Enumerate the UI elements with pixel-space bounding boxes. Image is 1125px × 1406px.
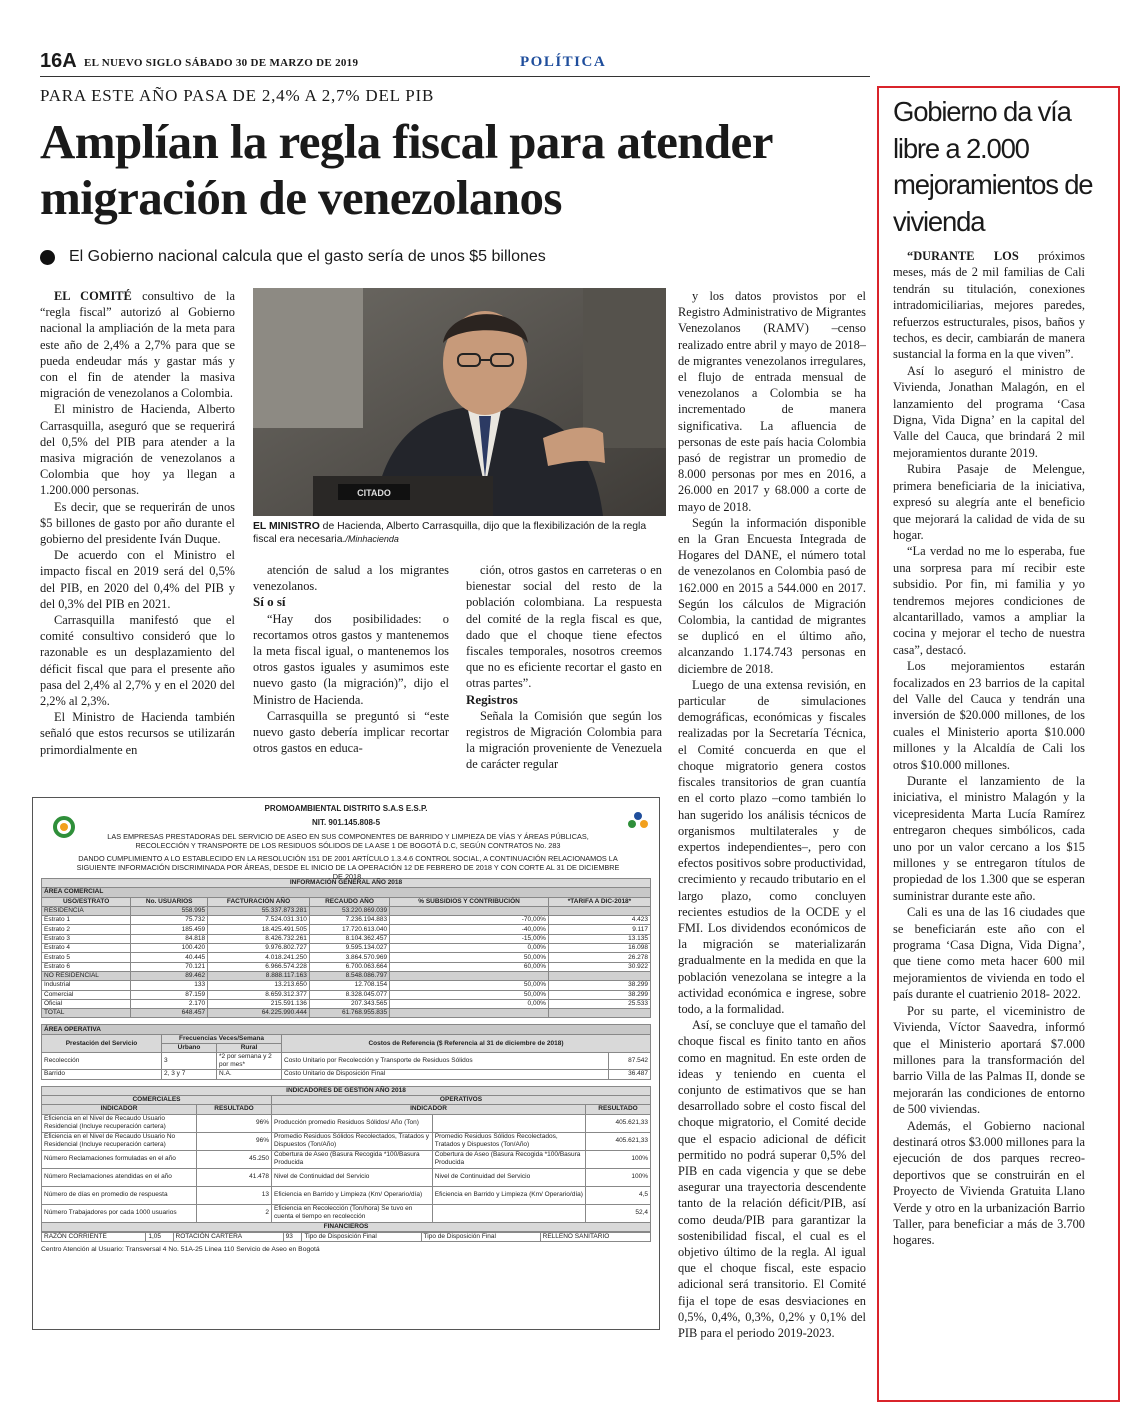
op-header-service: Prestación del Servicio [42,1034,162,1053]
table-cell: 96% [197,1132,272,1150]
table-cell: Nivel de Continuidad del Servicio [432,1168,585,1186]
table-cell: Producción promedio Residuos Sólidos/ Año (Ton) [272,1114,433,1132]
table-cell: 3 [162,1053,217,1070]
table-cell: 3.864.570.969 [309,953,389,962]
ad-intro-1: LAS EMPRESAS PRESTADORAS DEL SERVICIO DE ASEO EN SUS COMPONENTES DE BARRIDO Y LIMPIEZA DE VÍAS Y ÁREAS PÚBLICAS, RECOLECCIÓN Y TRANSPORTE DE LOS RESIDUOS SÓLIDOS DE LA ASE 1 DE BOGOTÁ D.C, SEGÚN CONTRATOS No. 283 [107,832,589,850]
bullet-icon [40,250,55,265]
kpi-comerciales-label: COMERCIALES [42,1095,272,1104]
photo-tag: CITADO [357,488,391,498]
area-operativa-label: ÁREA OPERATIVA [42,1025,651,1034]
section-label: POLÍTICA [520,54,607,70]
table-cell: ROTACIÓN CARTERA [173,1232,283,1241]
table-cell: 60,00% [390,962,549,971]
paragraph-text: Luego de una extensa revisión, en particular de simulaciones demográficas, económicas y fiscales realizadas por la Secretaría Técnica, el Comité concuerda en que el choque migratorio genera costos fiscales transitorios de gran cuantía en el corto plazo –como también lo han sugerido los análisis técnicos de organismos multilaterales y de expertos independientes–, pero con efectos positivos sobre productividad, crecimiento y recaudo tributario en el largo plazo, como concluyen recientes estudios de la OCDE y el FMI. Los dividendos económicos de la migración se materializarán gradualmente en la medida en que la población venezolana se integre a la actividad económica e ingrese, sobre todo, a la formalidad. [678,677,866,1016]
table-cell: 1,05 [146,1232,173,1241]
table-cell: Recolección [42,1053,162,1070]
caption-credit: /Minhacienda [345,534,399,544]
article-subhead: Sí o sí [253,594,286,610]
sidebar-text: Los mejoramientos estarán focalizados en 23 barrios de la capital del Valle del Cauca y tendrán una inversión de $20.000 millones, de los cuales el Ministerio aporta $10.000 millones y la Alcaldía de Cali los otros $10.000 millones. [893,659,1085,772]
ad-tables [33,878,659,1253]
table-cell: Eficiencia en Barrido y Limpieza (Km/ Operario/día) [432,1186,585,1204]
table-cell: 13.213.650 [208,981,310,990]
table-cell: 40.445 [131,953,208,962]
table-cell: 17.720.613.040 [309,925,389,934]
table-row [42,1053,651,1070]
kpi-header-indicator: INDICADOR [42,1105,197,1114]
general-info-header-row [42,897,651,906]
table-cell: 89.462 [131,971,208,980]
article-paragraph [40,547,235,612]
paragraph-text: y los datos provistos por el Registro Administrativo de Migrantes Venezolanos (RAMV) –censo realizado entre abril y mayo de 2018– de migrantes venezolanos irregulares, el flujo de entrada mensual de venezolanos a Colombia se ha incrementado de manera significativa. La afluencia de personas de este país hacia Colombia pasó de registrar un promedio de 8.000 personas por mes en 2016, a 26.000 en 2017 y 68.000 a corte de mayo de 2018. [678,289,866,514]
table-cell: -15,00% [390,934,549,943]
table-cell: *2 por semana y 2 por mes* [217,1053,282,1070]
table-cell: -40,00% [390,925,549,934]
table-row [42,962,651,971]
table-cell: Estrato 2 [42,925,131,934]
area-comercial-label: ÁREA COMERCIAL [42,888,651,897]
table-cell: 7.236.194.883 [309,916,389,925]
general-info-header-cell: USO/ESTRATO [42,897,131,906]
table-cell: 8.548.086.797 [309,971,389,980]
table-cell: 93 [283,1232,302,1241]
sidebar-text: Durante el lanzamiento de la iniciativa, el ministro Malagón y la vicepresidenta Marta Lucía Ramírez entregaron cheques simbólicos, cada uno por un valor cercano a los $15 millones y se entregaron títulos de propiedad de los 1.300 que se esperan suministrar durante este año. [893,774,1085,903]
table-cell: Cobertura de Aseo (Basura Recogida *100/Basura Producida [432,1150,585,1168]
table-cell: 41.478 [197,1168,272,1186]
sidebar-text: “La verdad no me lo esperaba, fue una sorpresa para mí recibir este subsidio. Por fin, mi familia y yo tendremos mejores condiciones de alcantarillado, vamos a ampliar la cocina y mejorar el techo de nuestra casa”, destacó. [893,544,1085,657]
kpi-table [41,1086,651,1232]
table-cell: 9.117 [548,925,650,934]
paragraph-text: El Ministro de Hacienda también señaló que estos recursos se utilizarán primordialmente en [40,710,235,757]
table-cell: 53.220.869.039 [309,906,389,915]
table-cell [390,971,549,980]
table-cell: 38.299 [548,990,650,999]
table-cell: 9.976.802.727 [208,944,310,953]
general-info-header-cell: No. USUARIOS [131,897,208,906]
table-row [42,953,651,962]
caption-text: de Hacienda, Alberto Carrasquilla, dijo que la flexibilización de la regla fiscal era necesaria. [253,521,647,545]
table-row [42,971,651,980]
table-cell: Eficiencia en Recolección (Ton/hora) Se tuvo en cuenta el tiempo en recolección [272,1204,433,1222]
table-cell [390,906,549,915]
table-cell: TOTAL [42,1009,131,1018]
article-paragraph [678,515,866,677]
ad-company: PROMOAMBIENTAL DISTRITO S.A.S E.S.P. [264,804,428,813]
operational-table [41,1024,651,1079]
table-cell: 8.426.732.261 [208,934,310,943]
article-paragraph [253,562,449,594]
table-cell: 84.818 [131,934,208,943]
table-row [42,1132,651,1150]
sidebar-paragraph [893,248,1085,363]
table-cell: Estrato 1 [42,916,131,925]
article-paragraph [678,288,866,515]
paragraph-text: Señala la Comisión que según los registros de Migración Colombia para la migración proveniente de Venezuela de carácter regular [466,708,662,772]
table-cell: 18.425.491.505 [208,925,310,934]
article-headline: Amplían la regla fiscal para atender migración de venezolanos [40,114,772,225]
table-cell: 9.595.134.027 [309,944,389,953]
sidebar-paragraph [893,1118,1085,1249]
paragraph-text: Según la información disponible en la Gran Encuesta Integrada de Hogares del DANE, el número total de venezolanos en Colombia pasó de 162.000 en 2015 a 544.000 en 2017. Según los cálculos de Migración Colombia, la cantidad de migrantes se duplicó en el último año, alcanzando 1.174.743 personas en diciembre de 2018. [678,515,866,676]
sidebar-paragraph [893,1003,1085,1118]
sidebar-paragraph [893,658,1085,773]
paragraph-text: Carrasquilla se preguntó si “este nuevo gasto debería implicar recortar otros gastos en educa- [253,708,449,756]
article-paragraph [253,611,449,708]
paragraph-text: De acuerdo con el Ministro el impacto fiscal en 2019 será del 0,5% del PIB, en 2020 del 0,4% del PIB y del 0,3% del PIB en 2021. [40,548,235,611]
table-cell: Eficiencia en Barrido y Limpieza (Km/ Operario/día) [272,1186,433,1204]
general-info-header-cell: FACTURACIÓN AÑO [208,897,310,906]
caption-lead: EL MINISTRO [253,521,320,532]
table-cell: 13 [197,1186,272,1204]
table-cell: 55.337.873.281 [208,906,310,915]
table-cell: Estrato 6 [42,962,131,971]
sidebar-text: Por su parte, el viceministro de Vivienda, Víctor Saavedra, informó que el Ministerio aportará $7.000 millones para la transformación del barrio Villa de las Palmas II, donde se mejorarán las condiciones de entorno de 500 viviendas. [893,1003,1085,1117]
table-cell: 13.135 [548,934,650,943]
kpi-header-result-op: RESULTADO [586,1105,651,1114]
table-cell [390,1009,549,1018]
table-cell: 100.420 [131,944,208,953]
table-cell: Estrato 4 [42,944,131,953]
table-cell: Número Trabajadores por cada 1000 usuarios [42,1204,197,1222]
table-cell: Tipo de Disposición Final [421,1232,540,1241]
table-cell: Tipo de Disposición Final [302,1232,421,1241]
table-cell: Nivel de Continuidad del Servicio [272,1168,433,1186]
table-cell: Eficiencia en el Nivel de Recaudo Usuario No Residencial (Incluye recuperación cartera) [42,1132,197,1150]
table-cell: RESIDENCIA [42,906,131,915]
table-cell: 26.278 [548,953,650,962]
general-info-rows [42,906,651,1018]
sidebar-title: Gobierno da vía libre a 2.000 mejoramientos de vivienda [893,96,1093,237]
article-column-1 [40,288,235,758]
table-row [42,1204,651,1222]
article-paragraph [678,1017,866,1341]
article-column-3 [466,562,662,773]
ad-nit: NIT. 901.145.808-5 [311,818,381,827]
sidebar-paragraph [893,904,1085,1002]
summary-text: El Gobierno nacional calcula que el gasto sería de unos $5 billones [69,248,546,265]
paragraph-text: Así, se concluye que el tamaño del choque fiscal es finito tanto en años como en magnitud. En este orden de ideas y teniendo en cuenta el conjunto de estimativos que se han desarrollado sobre el costo fiscal del choque migratorio, el Comité decide que el espacio adicional de déficit permitido no podrá superar 0,5% del PIB en cada vigencia y que se debe asegurar una trayectoria descendente tanto de la relación déficit/PIB, así como deuda/PIB para garantizar la sostenibilidad fiscal, el cual es el objetivo último de la regla. Al igual que el choque fiscal, este espacio adicional será transitorio. El Comité fija el tope de esas desviaciones en 0,5%, 0,4%, 0,3%, 0,2% y 0,1% del PIB para el periodo 2019-2023. [678,1018,866,1340]
table-cell: 4.423 [548,916,650,925]
paragraph-text: El ministro de Hacienda, Alberto Carrasquilla, aseguró que se requerirá del 0,5% del PIB para atender a la masiva migración de venezolanos a Colombia que hoy ya llegan a 1.200.000 personas. [40,402,235,498]
table-cell: 25.533 [548,999,650,1008]
table-cell: 405.621,33 [586,1132,651,1150]
financieros-label: FINANCIEROS [42,1222,651,1231]
table-cell: Costo Unitario por Recolección y Transporte de Residuos Sólidos [282,1053,609,1070]
sidebar-text: Cali es una de las 16 ciudades que se beneficiarán este año con el programa ‘Casa Digna, Vida Digna’, que tiene como meta hacer 600 mil mejoramientos de vivienda en todo el país durante el cuatrienio 2018- 2022. [893,905,1085,1002]
article-subhead: Registros [466,691,518,707]
table-cell: Oficial [42,999,131,1008]
table-cell: Estrato 5 [42,953,131,962]
table-cell: 2 [197,1204,272,1222]
table-row [42,1168,651,1186]
table-row [42,1009,651,1018]
paragraph-lead: EL COMITÉ [54,289,132,303]
table-cell: 75.732 [131,916,208,925]
kpi-operativos-label: OPERATIVOS [272,1095,651,1104]
table-cell: 50,00% [390,981,549,990]
paper-dateline: EL NUEVO SIGLO SÁBADO 30 DE MARZO DE 2019 [84,57,359,69]
table-cell: Número Reclamaciones formuladas en el año [42,1150,197,1168]
table-cell: 207.343.565 [309,999,389,1008]
general-info-header-cell: RECAUDO AÑO [309,897,389,906]
photo-caption [253,520,666,546]
table-cell: 12.708.154 [309,981,389,990]
table-cell: Promedio Residuos Sólidos Recolectados, Tratados y Dispuestos (Ton/Año) [272,1132,433,1150]
article-paragraph [40,612,235,709]
op-header-frequency: Frecuencias Veces/Semana [162,1034,282,1043]
paragraph-text: atención de salud a los migrantes venezolanos. [253,563,449,594]
table-cell: Cobertura de Aseo (Basura Recogida *100/Basura Producida [272,1150,433,1168]
table-cell: 0,00% [390,999,549,1008]
table-cell: 16.098 [548,944,650,953]
table-row [42,925,651,934]
operational-rows [42,1053,651,1079]
general-info-header-cell: *TARIFA A DIC-2018* [548,897,650,906]
kpi-header-indicator-op: INDICADOR [272,1105,586,1114]
sidebar-paragraph [893,363,1085,461]
sidebar-lead: “DURANTE LOS [907,249,1019,263]
table-cell: 30.922 [548,962,650,971]
kpi-title: INDICADORES DE GESTIÓN AÑO 2018 [42,1086,651,1095]
table-cell: Número Reclamaciones atendidas en el año [42,1168,197,1186]
general-info-table [41,878,651,1018]
sidebar-text: Así lo aseguró el ministro de Vivienda, Jonathan Malagón, en el lanzamiento del programa ‘Casa Digna, Vida Digna’ en la capital del Valle del Cauca, que brindará 2 mil mejoramientos durante 2019. [893,363,1085,460]
table-cell: 215.591.136 [208,999,310,1008]
table-row [42,944,651,953]
sidebar-text: próximos meses, más de 2 mil familias de Cali tendrán su titulación, conexiones intradomiciliarias, mejores paredes, refuerzos estructurales, pisos, baños y techos, es decir, cambiarán de manera sustancial la forma en la que viven”. [893,249,1085,362]
article-summary [40,248,870,266]
sidebar-paragraph [893,461,1085,543]
table-cell: 45.250 [197,1150,272,1168]
table-cell: 100% [586,1150,651,1168]
op-header-urban: Urbano [162,1044,217,1053]
table-cell [548,971,650,980]
table-cell: 96% [197,1114,272,1132]
table-cell: -70,00% [390,916,549,925]
paragraph-text: Es decir, que se requerirán de unos $5 billones de gasto por año durante el gobierno del presidente Iván Duque. [40,499,235,547]
table-row [42,916,651,925]
table-cell: 64.225.990.444 [208,1009,310,1018]
paragraph-text: ción, otros gastos en carreteras o en bienestar social del resto de la población colombiana. La respuesta del comité de la regla fiscal es que, dado que el choque tiene efectos fiscales temporales, nosotros creemos que no es eficiente recortar el gasto en otras partes”. [466,563,662,691]
sidebar-paragraph [893,543,1085,658]
table-cell: 50,00% [390,990,549,999]
table-cell: Barrido [42,1070,162,1079]
table-cell: 2.170 [131,999,208,1008]
kpi-header-result: RESULTADO [197,1105,272,1114]
table-cell: Industrial [42,981,131,990]
ad-intro-2: DANDO CUMPLIMIENTO A LO ESTABLECIDO EN LA RESOLUCIÓN 151 DE 2001 ARTÍCULO 1.3.4.6 CONTROL SOCIAL, A CONTINUACIÓN RELACIONAMOS LA SIGUIENTE INFORMACIÓN DISCRIMINADA POR ÁREAS, DESDE EL INICIO DE LA OPERACIÓN 12 DE FEBRERO DE 2018 Y CON CORTE AL 31 DE DICIEMBRE DE 2018. [76,854,620,881]
article-paragraph [40,401,235,498]
table-cell: 185.459 [131,925,208,934]
table-row [42,999,651,1008]
op-header-rural: Rural [217,1044,282,1053]
table-row [42,1114,651,1132]
table-cell: RELLENO SANITARIO [540,1232,650,1241]
general-info-header-cell: % SUBSIDIOS Y CONTRIBUCIÓN [390,897,549,906]
table-cell: 70.121 [131,962,208,971]
table-cell: 8.328.045.077 [309,990,389,999]
article-paragraph [40,499,235,548]
table-cell: 8.888.117.163 [208,971,310,980]
minister-photo-illustration [253,288,666,516]
table-cell: 7.524.031.310 [208,916,310,925]
table-cell: 50,00% [390,953,549,962]
table-row [42,1070,651,1079]
paragraph-text: consultivo de la “regla fiscal” autorizó al Gobierno nacional la ampliación de la meta para este año de 2,4% a 2,7% para que se pueda endeudar más y gastar más y con el fin de atender la masiva migración de venezolanos a Colombia. [40,289,235,401]
minister-photo [253,288,666,516]
table-cell: Costo Unitario de Disposición Final [282,1070,609,1079]
article-paragraph [466,708,662,773]
article-paragraph [678,677,866,1017]
paragraph-text: “Hay dos posibilidades: o recortamos otros gastos y mantenemos la meta fiscal igual, o mantenemos los otros gastos iguales y asumimos este nuevo gasto (la migración)”, dijo el Ministro de Hacienda. [253,611,449,707]
table-cell: Promedio Residuos Sólidos Recolectados, Tratados y Dispuestos (Ton/Año) [432,1132,585,1150]
table-cell: Comercial [42,990,131,999]
table-cell [548,906,650,915]
table-cell: 87.159 [131,990,208,999]
op-header-costs: Costos de Referencia ($ Referencia al 31 de diciembre de 2018) [282,1034,651,1053]
table-cell: 61.768.955.835 [309,1009,389,1018]
table-cell: 8.104.362.457 [309,934,389,943]
ad-footer: Centro Atención al Usuario: Transversal 4 No. 51A-25 Línea 110 Servicio de Aseo en Bogotá [41,1246,320,1254]
table-cell [548,1009,650,1018]
table-cell: 100% [586,1168,651,1186]
table-cell: 36.487 [608,1070,650,1079]
table-row [42,1186,651,1204]
table-cell: NO RESIDENCIAL [42,971,131,980]
table-cell: Estrato 3 [42,934,131,943]
promoambiental-notice [32,797,660,1330]
table-cell: 133 [131,981,208,990]
table-cell: Eficiencia en el Nivel de Recaudo Usuario Residencial (Incluye recuperación cartera) [42,1114,197,1132]
table-cell: 4.018.241.250 [208,953,310,962]
table-cell: 648.457 [131,1009,208,1018]
article-paragraph [253,708,449,757]
table-row [42,1150,651,1168]
table-cell: 6.966.574.228 [208,962,310,971]
sidebar-text: Además, el Gobierno nacional destinará otros $3.000 millones para la ejecución de dos parques recreo-deportivos que se construirán en el Proyecto de Vivienda Gratuita Llano Verde y otro en la urbanización Barrio Taller, para beneficiar a más de 3.700 hogares. [893,1118,1086,1248]
ad-header [33,798,659,881]
table-cell: 558.995 [131,906,208,915]
table-cell: 6.700.063.664 [309,962,389,971]
table-row [42,906,651,915]
table-row [42,990,651,999]
table-cell: 8.659.312.377 [208,990,310,999]
article-paragraph [40,288,235,401]
table-cell: RAZÓN CORRIENTE [42,1232,146,1241]
general-info-title: INFORMACIÓN GENERAL AÑO 2018 [42,879,651,888]
article-column-4 [678,288,866,1341]
header-rule [40,76,870,77]
sidebar-text: Rubira Pasaje de Melengue, primera beneficiaria de la iniciativa, expresó su alegría ante el beneficio que mejorará la calidad de vida de su hogar. [893,462,1085,542]
table-cell: 405.621,33 [586,1114,651,1132]
paragraph-text: Carrasquilla manifestó que el comité consultivo consideró que lo razonable es un desplazamiento del déficit fiscal que para el presente año pasa del 2,4% al 2,7% y en el 2020 del 2,2% al 2,3%. [40,613,235,709]
kpi-rows [42,1114,651,1222]
article-paragraph [40,709,235,758]
table-cell: 2, 3 y 7 [162,1070,217,1079]
financial-table [41,1232,651,1242]
table-row [42,934,651,943]
article-kicker: PARA ESTE AÑO PASA DE 2,4% A 2,7% DEL PIB [40,86,435,105]
article-column-2 [253,562,449,756]
sidebar-body [893,248,1085,1249]
table-cell: 0,00% [390,944,549,953]
table-cell: Número de días en promedio de respuesta [42,1186,197,1204]
financial-row [42,1232,651,1241]
table-cell: N.A. [217,1070,282,1079]
table-cell [432,1204,585,1222]
table-cell: 38.299 [548,981,650,990]
article-paragraph [466,562,662,692]
sidebar-paragraph [893,773,1085,904]
table-row [42,981,651,990]
table-cell: 4,5 [586,1186,651,1204]
table-cell: 52,4 [586,1204,651,1222]
table-cell [432,1114,585,1132]
table-cell: 87.542 [608,1053,650,1070]
page-number: 16A [40,50,77,72]
